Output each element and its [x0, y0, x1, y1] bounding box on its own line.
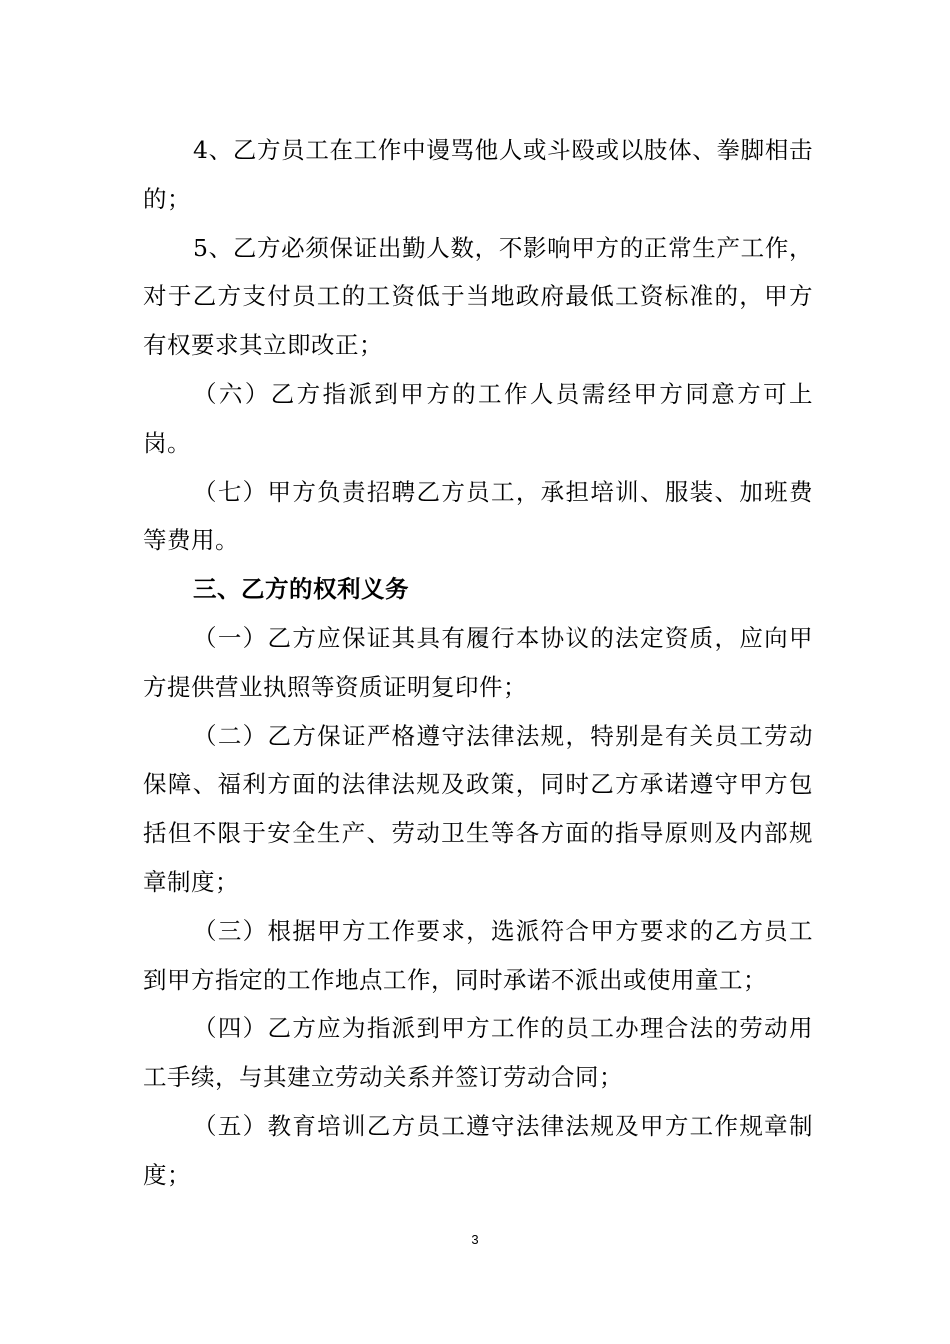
section-paragraph-5: （五）教育培训乙方员工遵守法律法规及甲方工作规章制度； [143, 1111, 813, 1189]
paragraph-item-5: 5、乙方必须保证出勤人数，不影响甲方的正常生产工作，对于乙方支付员工的工资低于当地政府最低工资标准的，甲方有权要求其立即改正； [143, 233, 813, 360]
document-body [143, 126, 813, 1200]
paragraph-clause-7: （七）甲方负责招聘乙方员工，承担培训、服装、加班费等费用。 [143, 477, 813, 555]
section-paragraph-1: （一）乙方应保证其具有履行本协议的法定资质，应向甲方提供营业执照等资质证明复印件； [143, 623, 813, 701]
section-paragraph-3: （三）根据甲方工作要求，选派符合甲方要求的乙方员工到甲方指定的工作地点工作，同时承诺不派出或使用童工； [143, 916, 813, 994]
section-paragraph-4: （四）乙方应为指派到甲方工作的员工办理合法的劳动用工手续，与其建立劳动关系并签订劳动合同； [143, 1014, 813, 1092]
section-paragraph-2: （二）乙方保证严格遵守法律法规，特别是有关员工劳动保障、福利方面的法律法规及政策，同时乙方承诺遵守甲方包括但不限于安全生产、劳动卫生等各方面的指导原则及内部规章制度； [143, 721, 813, 896]
section-heading: 三、乙方的权利义务 [193, 575, 409, 604]
page-number: 3 [471, 1232, 479, 1247]
paragraph-item-4: 4、乙方员工在工作中谩骂他人或斗殴或以肢体、拳脚相击的； [143, 136, 813, 213]
paragraph-clause-6: （六）乙方指派到甲方的工作人员需经甲方同意方可上岗。 [143, 379, 813, 457]
